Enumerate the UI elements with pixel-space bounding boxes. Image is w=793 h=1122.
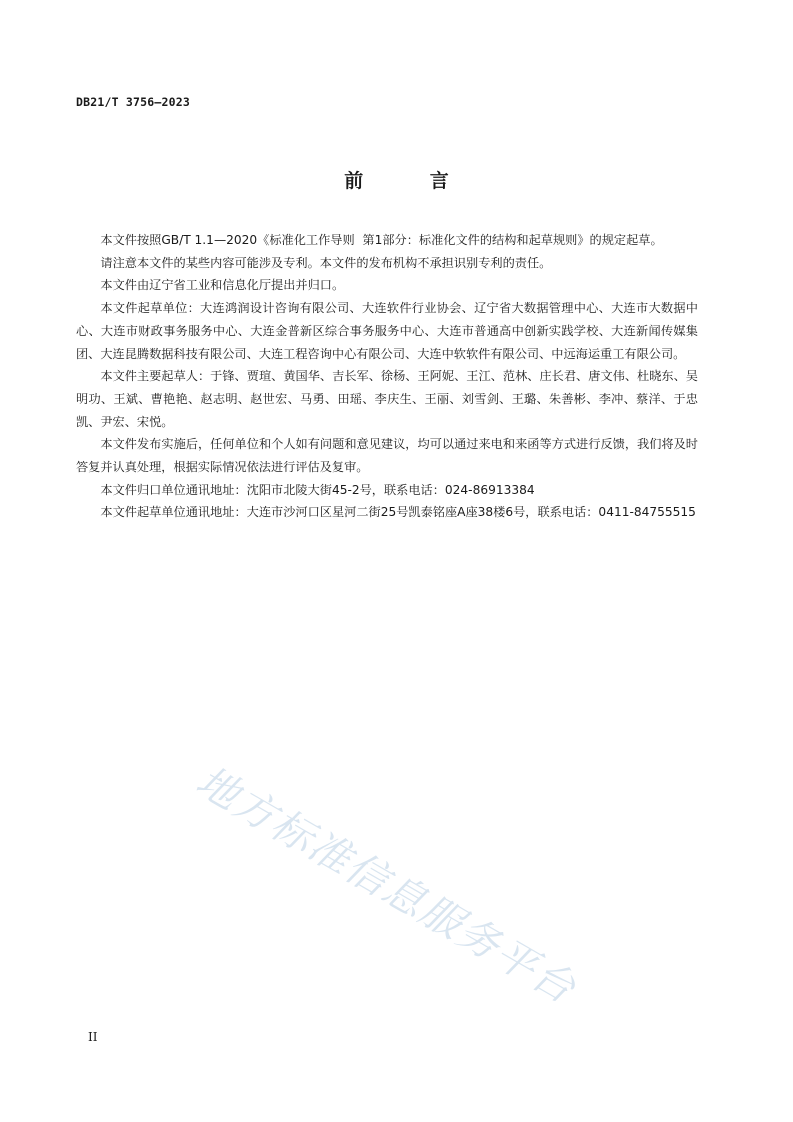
paragraph-drafting-unit-address: 本文件起草单位通讯地址：大连市沙河口区星河二街25号凯泰铭座A座38楼6号，联系电话：0411-84755515 xyxy=(100,505,696,520)
paragraph-feedback: 本文件发布实施后，任何单位和个人如有问题和意见建议，均可以通过来电和来函等方式进行反馈，我们将及时答复并认真处理，根据实际情况依法进行评估及复审。 xyxy=(76,437,698,475)
paragraph-proposer: 本文件由辽宁省工业和信息化厅提出并归口。 xyxy=(100,278,345,293)
paragraph-drafting-units: 本文件起草单位：大连鸿润设计咨询有限公司、大连软件行业协会、辽宁省大数据管理中心、大连市大数据中心、大连市财政事务服务中心、大连金普新区综合事务服务中心、大连市普通高中创新实践学校、大连新闻传媒集团、大连昆腾数据科技有限公司、大连工程咨询中心有限公司、大连中软软件有限公司、中远海运重工有限公司。 xyxy=(76,301,698,361)
watermark: 地方标准信息服务平台 xyxy=(188,756,585,1014)
paragraph-drafting-rules: 本文件按照GB/T 1.1—2020《标准化工作导则 第1部分：标准化文件的结构和起草规则》的规定起草。 xyxy=(100,233,663,247)
paragraph-patent-notice: 请注意本文件的某些内容可能涉及专利。本文件的发布机构不承担识别专利的责任。 xyxy=(100,255,552,270)
paragraph-centralizing-unit-address: 本文件归口单位通讯地址：沈阳市北陵大街45-2号，联系电话：024-86913384 xyxy=(100,482,535,497)
page-number: II xyxy=(88,1030,98,1044)
foreword-body xyxy=(76,229,698,524)
page-title: 前 言 xyxy=(344,170,479,192)
paragraph-drafters: 本文件主要起草人：于锋、贾瑄、黄国华、吉长军、徐杨、王阿妮、王江、范林、庄长君、唐文伟、杜晓东、吴明功、王斌、曹艳艳、赵志明、赵世宏、马勇、田瑶、李庆生、王丽、刘雪剑、王璐、朱善彬、李冲、蔡洋、于忠凯、尹宏、宋悦。 xyxy=(76,369,698,429)
standard-code: DB21/T 3756—2023 xyxy=(76,95,190,109)
